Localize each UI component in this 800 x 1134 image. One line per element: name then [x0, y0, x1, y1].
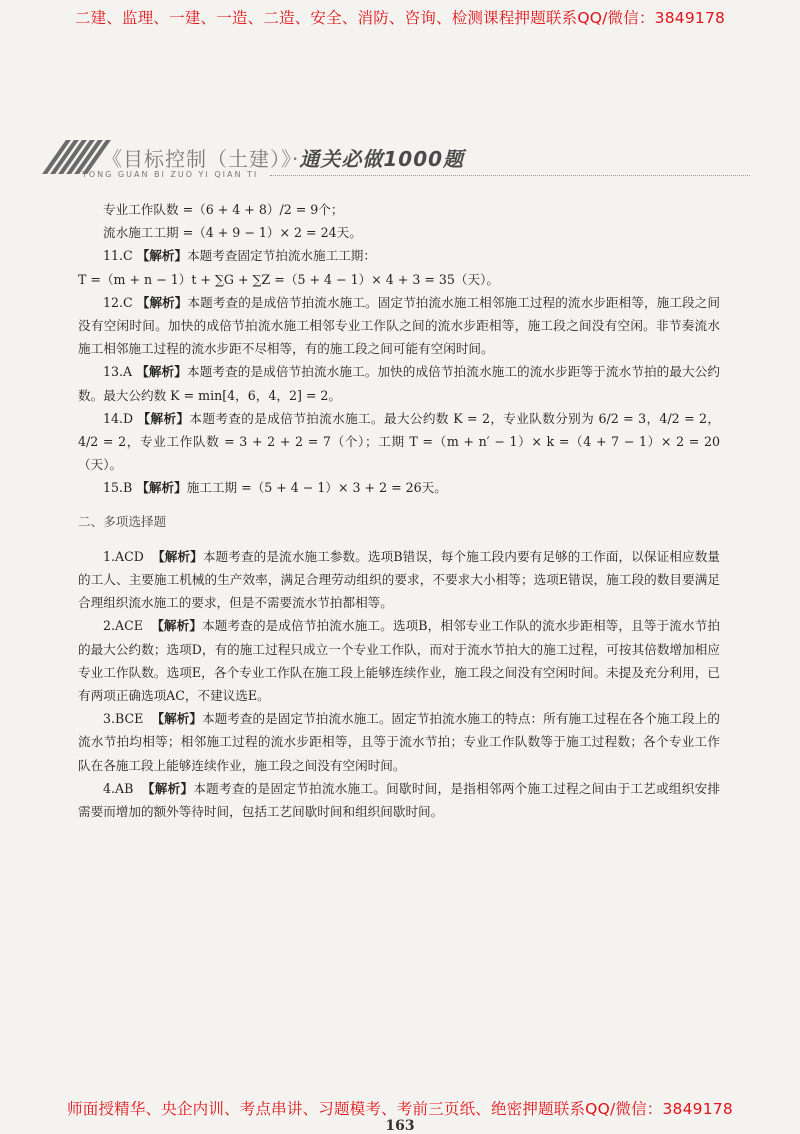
answer-item-m2 [78, 614, 720, 707]
answer-number: 12.C [103, 294, 133, 310]
formula-line: T =（m + n − 1）t + ∑G + ∑Z =（5 + 4 − 1）× 4 + 3 = 35（天）。 [78, 271, 499, 287]
book-title-emphasis: 通关必做1000题 [299, 147, 465, 171]
answer-text: 本题考查的是固定节拍流水施工。间歇时间，是指相邻两个施工过程之间由于工艺或组织安排需要而增加的额外等待时间，包括工艺间歇时间和组织间歇时间。 [78, 780, 721, 820]
page-number: 163 [385, 1118, 415, 1134]
analysis-tag: 【解析】 [152, 548, 203, 564]
answer-item-m4 [78, 777, 720, 823]
section-heading: 二、多项选择题 [78, 513, 167, 529]
answer-number: 1.ACD [103, 548, 144, 564]
answer-item-13 [78, 360, 720, 406]
answer-number: 15.B [103, 480, 133, 496]
book-title-pinyin: TONG GUAN BI ZUO YI QIAN TI [82, 170, 259, 179]
answer-item-12 [78, 291, 720, 361]
header-rule [270, 175, 750, 176]
answer-item-11 [78, 244, 720, 267]
answer-text: 施工工期 =（5 + 4 − 1）× 3 + 2 = 26天。 [186, 480, 447, 496]
answer-text: 本题考查固定节拍流水施工工期： [187, 248, 376, 264]
answer-content [78, 198, 720, 823]
answer-number: 13.A [103, 364, 133, 380]
analysis-tag: 【解析】 [136, 480, 187, 496]
analysis-tag: 【解析】 [136, 364, 188, 380]
answer-text: 本题考查的是成倍节拍流水施工。选项B，相邻专业工作队的流水步距相等，且等于流水节拍的最大公约数；选项D，有的施工过程只成立一个专业工作队，而对于流水节拍大的施工过程，可按其倍数增加相应专业工作队数。选项E，各个专业工作队在施工段上能够连续作业，施工段之间没有空闲时间。未提及充分利用，已有两项正确选项AC，不建议选E。 [78, 618, 721, 704]
answer-number: 4.AB [103, 780, 134, 796]
page-header [40, 140, 760, 190]
answer-number: 14.D [103, 410, 134, 426]
answer-number: 11.C [103, 248, 133, 264]
answer-item-14 [78, 407, 720, 477]
answer-text: 本题考查的是固定节拍流水施工。固定节拍流水施工的特点：所有施工过程在各个施工段上的流水节拍均相等；相邻施工过程的流水步距相等，且等于流水节拍；专业工作队数等于施工过程数；各个专业工作队在各施工段上能够连续作业，施工段之间没有空闲时间。 [78, 711, 720, 773]
answer-number: 3.BCE [103, 711, 144, 727]
answer-item-15 [78, 476, 720, 499]
answer-text: 本题考查的是成倍节拍流水施工。固定节拍流水施工相邻施工过程的流水步距相等，施工段之间没有空闲时间。加快的成倍节拍流水施工相邻专业工作队之间的流水步距相等，施工段之间没有空闲。非节奏流水施工相邻施工过程的流水步距不尽相等，有的施工段之间可能有空闲时间。 [78, 294, 721, 357]
analysis-tag: 【解析】 [137, 410, 190, 426]
analysis-tag: 【解析】 [151, 618, 203, 634]
answer-text: 本题考查的是成倍节拍流水施工。加快的成倍节拍流水施工的流水步距等于流水节拍的最大公约数。最大公约数 K = min[4，6，4，2] = 2。 [78, 364, 721, 403]
answer-number: 2.ACE [103, 618, 143, 634]
bottom-banner: 师面授精华、央企内训、考点串讲、习题模考、考前三页纸、绝密押题联系QQ/微信：3849178 [67, 1100, 733, 1118]
answer-item-m3 [78, 707, 720, 777]
text-line: 专业工作队数 =（6 + 4 + 8）/2 = 9个； [103, 202, 344, 217]
top-banner: 二建、监理、一建、一造、二造、安全、消防、咨询、检测课程押题联系QQ/微信：3849178 [74, 9, 726, 27]
book-title-prefix: 《目标控制（土建）》· [102, 147, 300, 171]
analysis-tag: 【解析】 [141, 780, 194, 796]
text-line: 流水施工工期 =（4 + 9 − 1）× 2 = 24天。 [103, 225, 362, 241]
answer-item-m1 [78, 545, 720, 615]
answer-text: 本题考查的是成倍节拍流水施工。最大公约数 K = 2，专业队数分别为 6/2 = 3，4/2 = 2，4/2 = 2，专业工作队数 = 3 + 2 + 2 = 7（个）；工期 T =（m + n′ − 1）× k =（4 + 7 − 1）× 2 = 20（天）。 [78, 410, 720, 473]
answer-text: 本题考查的是流水施工参数。选项B错误，每个施工段内要有足够的工作面，以保证相应数量的工人、主要施工机械的生产效率，满足合理劳动组织的要求，不要求大小相等；选项E错误，施工段的数目要满足合理组织流水施工的要求，但是不需要流水节拍都相等。 [78, 548, 720, 611]
analysis-tag: 【解析】 [151, 711, 202, 727]
analysis-tag: 【解析】 [136, 294, 188, 310]
book-title [102, 143, 464, 172]
analysis-tag: 【解析】 [136, 248, 188, 264]
